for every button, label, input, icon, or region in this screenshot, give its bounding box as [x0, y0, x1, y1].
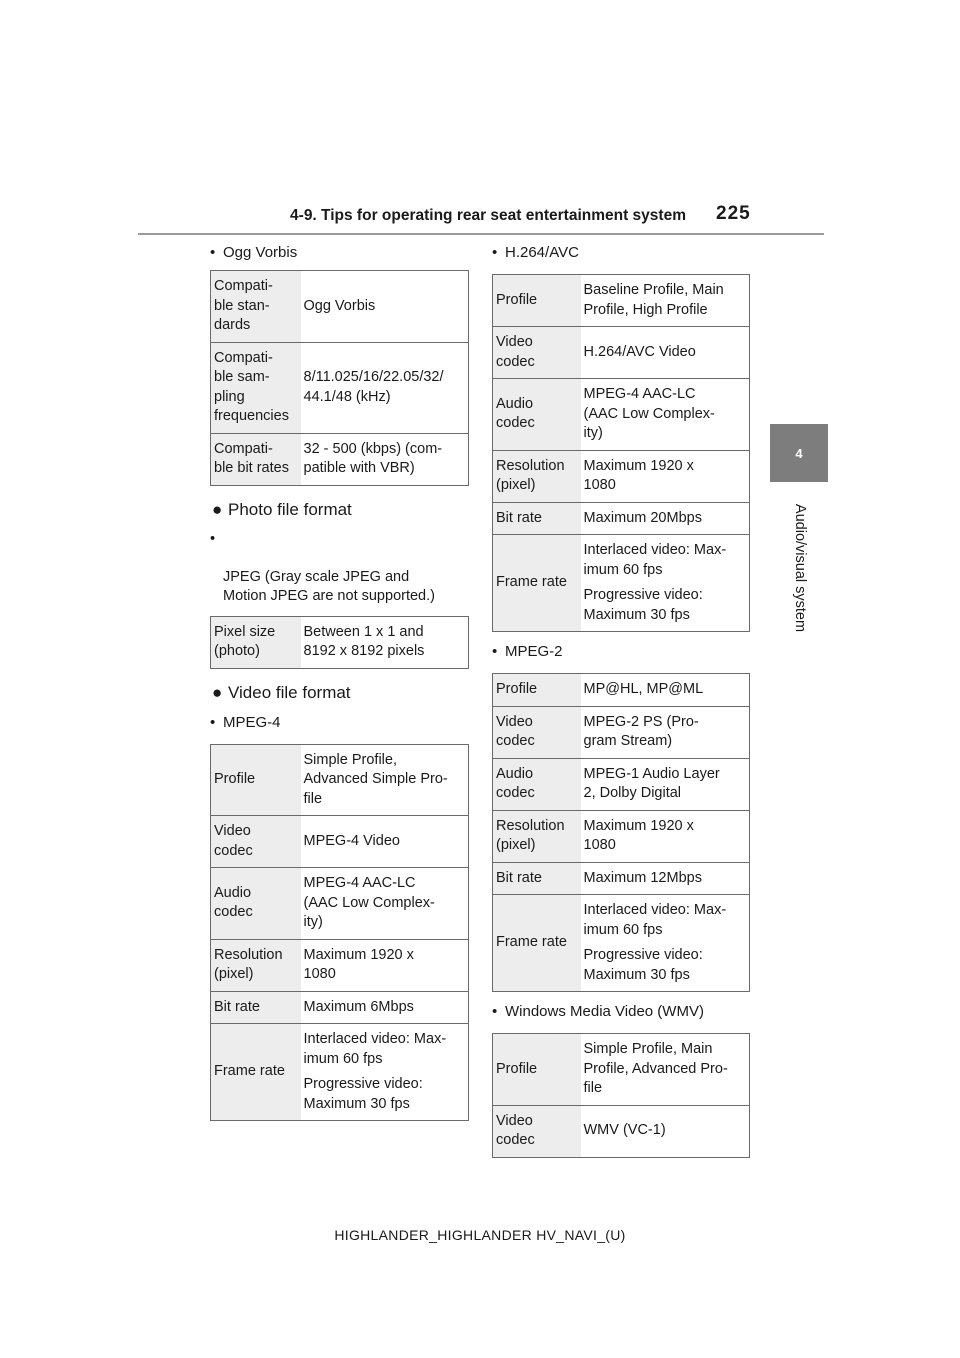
table-row	[493, 706, 750, 758]
row-value	[301, 616, 469, 668]
row-label: Video codec	[493, 706, 581, 758]
row-value-text: Maximum 6Mbps	[303, 998, 414, 1015]
row-value	[581, 275, 750, 327]
right-column	[492, 243, 750, 1158]
section-title: 4-9. Tips for operating rear seat entertainment system	[290, 207, 686, 224]
row-label: Resolution (pixel)	[211, 939, 301, 991]
row-value-text: H.264/AVC Video	[583, 343, 696, 360]
row-value	[581, 895, 750, 992]
table-row	[211, 271, 469, 343]
bullet-mpeg2: • MPEG-2	[492, 643, 563, 660]
table-row	[211, 342, 469, 433]
row-value-text: Between 1 x 1 and 8192 x 8192 pixels	[303, 623, 425, 659]
bullet-diamond-icon: ●	[212, 682, 223, 702]
row-value	[581, 450, 750, 502]
row-value-text: Interlaced video: Max- imum 60 fps	[303, 1031, 447, 1067]
table-row	[493, 327, 750, 379]
row-value-text: Maximum 1920 x 1080	[583, 817, 694, 853]
row-value	[301, 1024, 469, 1121]
row-value-text: Maximum 12Mbps	[583, 869, 702, 886]
row-value-text: MPEG-4 AAC-LC (AAC Low Complex- ity)	[303, 875, 435, 930]
bullet-dot-icon: •	[210, 530, 216, 547]
row-label: Compati- ble sam- pling frequencies	[211, 342, 301, 433]
row-value-text: Interlaced video: Max- imum 60 fps	[583, 902, 727, 938]
row-value	[581, 674, 750, 707]
table-row	[211, 1024, 469, 1121]
row-label: Resolution (pixel)	[493, 810, 581, 862]
table-row	[211, 616, 469, 668]
row-value	[581, 379, 750, 451]
row-label: Audio codec	[493, 758, 581, 810]
bullet-dot-icon: •	[492, 244, 498, 261]
row-value	[301, 271, 469, 343]
row-value-text: Maximum 20Mbps	[583, 509, 702, 526]
bullet-mpeg4: • MPEG-4	[210, 713, 281, 731]
table-row	[493, 895, 750, 992]
row-label: Profile	[493, 1034, 581, 1106]
row-label: Video codec	[493, 1105, 581, 1157]
table-row	[493, 674, 750, 707]
row-label: Profile	[211, 744, 301, 816]
page-number: 225	[716, 203, 751, 224]
row-value-text: Maximum 1920 x 1080	[303, 946, 414, 982]
bullet-jpeg-note: • JPEG (Gray scale JPEG and Motion JPEG are not supported.)	[210, 530, 435, 604]
row-label: Compati- ble bit rates	[211, 433, 301, 485]
row-value	[581, 758, 750, 810]
row-value-text: Interlaced video: Max- imum 60 fps	[583, 542, 727, 578]
row-value-text: MPEG-2 PS (Pro- gram Stream)	[583, 713, 699, 749]
table-row	[211, 939, 469, 991]
row-value	[301, 868, 469, 940]
row-value	[301, 342, 469, 433]
bullet-diamond-icon: ●	[212, 499, 223, 519]
row-value-text: MPEG-1 Audio Layer 2, Dolby Digital	[583, 765, 720, 801]
bullet-dot-icon: •	[210, 244, 216, 261]
row-value-text: Progressive video: Maximum 30 fps	[583, 947, 703, 983]
table-row	[211, 868, 469, 940]
row-label: Bit rate	[493, 502, 581, 535]
ogg-vorbis-table	[210, 270, 469, 486]
bullet-wmv: • Windows Media Video (WMV)	[492, 1003, 704, 1020]
row-value	[581, 810, 750, 862]
row-value	[581, 535, 750, 632]
row-label: Bit rate	[211, 991, 301, 1024]
row-value-text: 8/11.025/16/22.05/32/ 44.1/48 (kHz)	[303, 369, 444, 405]
row-label: Profile	[493, 275, 581, 327]
table-row	[493, 450, 750, 502]
row-value	[301, 816, 469, 868]
table-row	[493, 535, 750, 632]
row-label: Audio codec	[211, 868, 301, 940]
row-label: Compati- ble stan- dards	[211, 271, 301, 343]
row-value	[581, 327, 750, 379]
row-value-text: Progressive video: Maximum 30 fps	[303, 1076, 423, 1112]
chapter-title: Audio/visual system	[792, 503, 808, 633]
row-value-text: Progressive video: Maximum 30 fps	[583, 587, 703, 623]
row-value-text: MP@HL, MP@ML	[583, 681, 704, 697]
h264-table	[492, 274, 750, 632]
video-format-heading: ● Video file format	[212, 682, 351, 702]
bullet-h264: • H.264/AVC	[492, 244, 579, 261]
row-value-text: MPEG-4 Video	[303, 832, 400, 849]
row-label: Video codec	[493, 327, 581, 379]
row-label: Profile	[493, 674, 581, 707]
table-row	[211, 991, 469, 1024]
row-label: Frame rate	[493, 535, 581, 632]
table-row	[493, 862, 750, 895]
row-label: Bit rate	[493, 862, 581, 895]
mpeg2-table	[492, 673, 750, 992]
table-row	[211, 816, 469, 868]
table-row	[493, 1034, 750, 1106]
wmv-table	[492, 1033, 750, 1158]
row-value	[581, 862, 750, 895]
header-divider	[138, 233, 824, 235]
row-value-text: Baseline Profile, Main Profile, High Profile	[583, 282, 724, 318]
row-value-text: Ogg Vorbis	[303, 297, 376, 314]
table-row	[493, 275, 750, 327]
row-label: Pixel size (photo)	[211, 616, 301, 668]
photo-table	[210, 616, 469, 669]
row-value	[301, 939, 469, 991]
row-value-text: 32 - 500 (kbps) (com- patible with VBR)	[303, 440, 443, 476]
table-row	[211, 744, 469, 816]
row-value-text: WMV (VC-1)	[583, 1122, 666, 1139]
mpeg4-table	[210, 744, 469, 1122]
photo-format-heading: ● Photo file format	[212, 499, 352, 519]
table-row	[493, 1105, 750, 1157]
table-row	[211, 433, 469, 485]
chapter-number: 4	[795, 445, 803, 461]
row-value	[581, 1105, 750, 1157]
row-value-text: MPEG-4 AAC-LC (AAC Low Complex- ity)	[583, 386, 715, 441]
row-label: Audio codec	[493, 379, 581, 451]
table-row	[493, 758, 750, 810]
row-value-text: Simple Profile, Advanced Simple Pro- file	[303, 751, 448, 807]
bullet-dot-icon: •	[492, 643, 498, 660]
row-value-text: Maximum 1920 x 1080	[583, 457, 694, 493]
table-row	[493, 379, 750, 451]
bullet-dot-icon: •	[492, 1003, 498, 1020]
row-label: Frame rate	[211, 1024, 301, 1121]
row-value	[301, 991, 469, 1024]
row-label: Frame rate	[493, 895, 581, 992]
row-label: Resolution (pixel)	[493, 450, 581, 502]
row-value	[301, 433, 469, 485]
table-row	[493, 810, 750, 862]
left-column	[210, 243, 469, 1121]
row-value-text: Simple Profile, Main Profile, Advanced Pro- file	[583, 1041, 728, 1096]
row-value	[301, 744, 469, 816]
table-row	[493, 502, 750, 535]
bullet-dot-icon: •	[210, 713, 216, 731]
row-value	[581, 502, 750, 535]
row-value	[581, 706, 750, 758]
row-label: Video codec	[211, 816, 301, 868]
bullet-ogg-vorbis: • Ogg Vorbis	[210, 244, 298, 261]
footer-model-name: HIGHLANDER_HIGHLANDER HV_NAVI_(U)	[334, 1227, 626, 1243]
row-value	[581, 1034, 750, 1106]
